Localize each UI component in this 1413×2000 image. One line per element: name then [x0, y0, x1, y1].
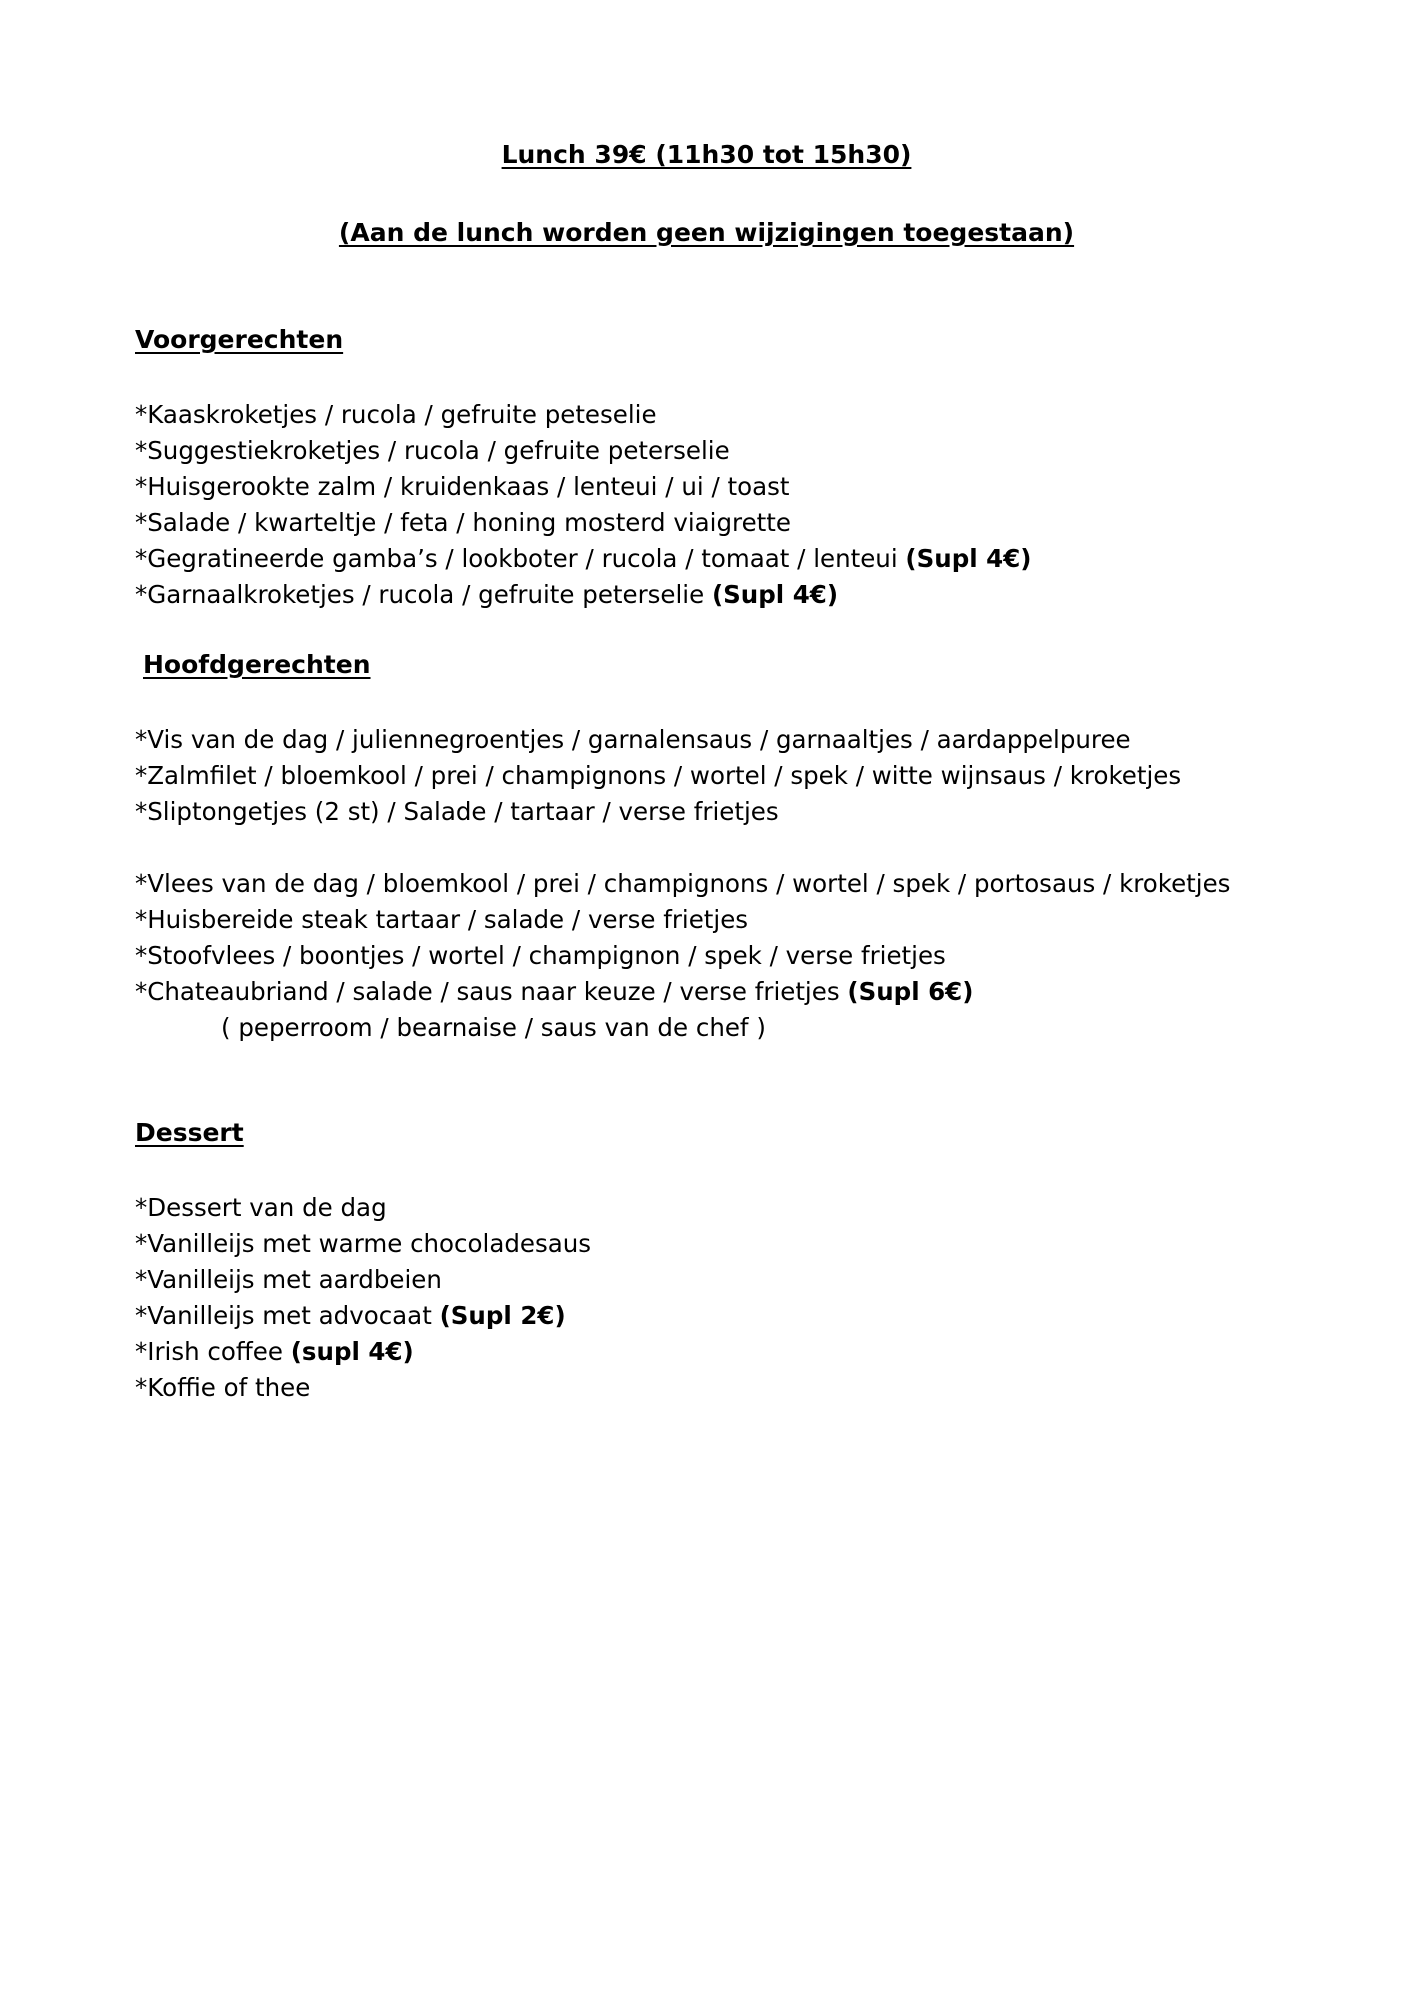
list-item: *Stoofvlees / boontjes / wortel / champignon / spek / verse frietjes: [135, 941, 946, 970]
section-heading-hoofdgerechten: Hoofdgerechten: [143, 650, 371, 679]
menu-note: (Aan de lunch worden geen wijzigingen toegestaan): [338, 218, 1075, 247]
list-item: *Sliptongetjes (2 st) / Salade / tartaar / verse frietjes: [135, 797, 779, 826]
list-item: *Salade / kwarteltje / feta / honing mosterd viaigrette: [135, 508, 791, 537]
list-item: *Kaaskroketjes / rucola / gefruite peteselie: [135, 400, 657, 429]
list-item: *Irish coffee (supl 4€): [135, 1337, 414, 1366]
list-item: *Zalmfilet / bloemkool / prei / champignons / wortel / spek / witte wijnsaus / kroketjes: [135, 761, 1182, 790]
list-item: *Garnaalkroketjes / rucola / gefruite peterselie (Supl 4€): [135, 580, 839, 609]
hoofdgerechten-list: [135, 722, 1230, 1046]
list-item: *Gegratineerde gamba’s / lookboter / rucola / tomaat / lenteui (Supl 4€): [135, 544, 1032, 573]
list-item: *Chateaubriand / salade / saus naar keuze / verse frietjes (Supl 6€): [135, 977, 974, 1006]
list-item: *Vanilleijs met aardbeien: [135, 1265, 442, 1294]
section-heading-voorgerechten: Voorgerechten: [135, 325, 344, 354]
list-item: *Vis van de dag / juliennegroentjes / garnalensaus / garnaaltjes / aardappelpuree: [135, 725, 1131, 754]
voorgerechten-list: [135, 397, 1031, 613]
list-item: *Huisbereide steak tartaar / salade / verse frietjes: [135, 905, 749, 934]
dessert-list: [135, 1190, 591, 1406]
sauce-options: ( peperroom / bearnaise / saus van de chef ): [221, 1013, 766, 1042]
list-item: *Koffie of thee: [135, 1373, 311, 1402]
list-item: *Vanilleijs met warme chocoladesaus: [135, 1229, 592, 1258]
list-item: *Suggestiekroketjes / rucola / gefruite peterselie: [135, 436, 730, 465]
list-item: *Vanilleijs met advocaat (Supl 2€): [135, 1301, 566, 1330]
list-item: *Vlees van de dag / bloemkool / prei / champignons / wortel / spek / portosaus / kroketjes: [135, 869, 1231, 898]
list-spacer: [135, 830, 1230, 866]
list-item: *Dessert van de dag: [135, 1193, 387, 1222]
section-heading-dessert: Dessert: [135, 1118, 244, 1147]
list-item: *Huisgerookte zalm / kruidenkaas / lenteui / ui / toast: [135, 472, 790, 501]
menu-title: Lunch 39€ (11h30 tot 15h30): [501, 140, 912, 169]
